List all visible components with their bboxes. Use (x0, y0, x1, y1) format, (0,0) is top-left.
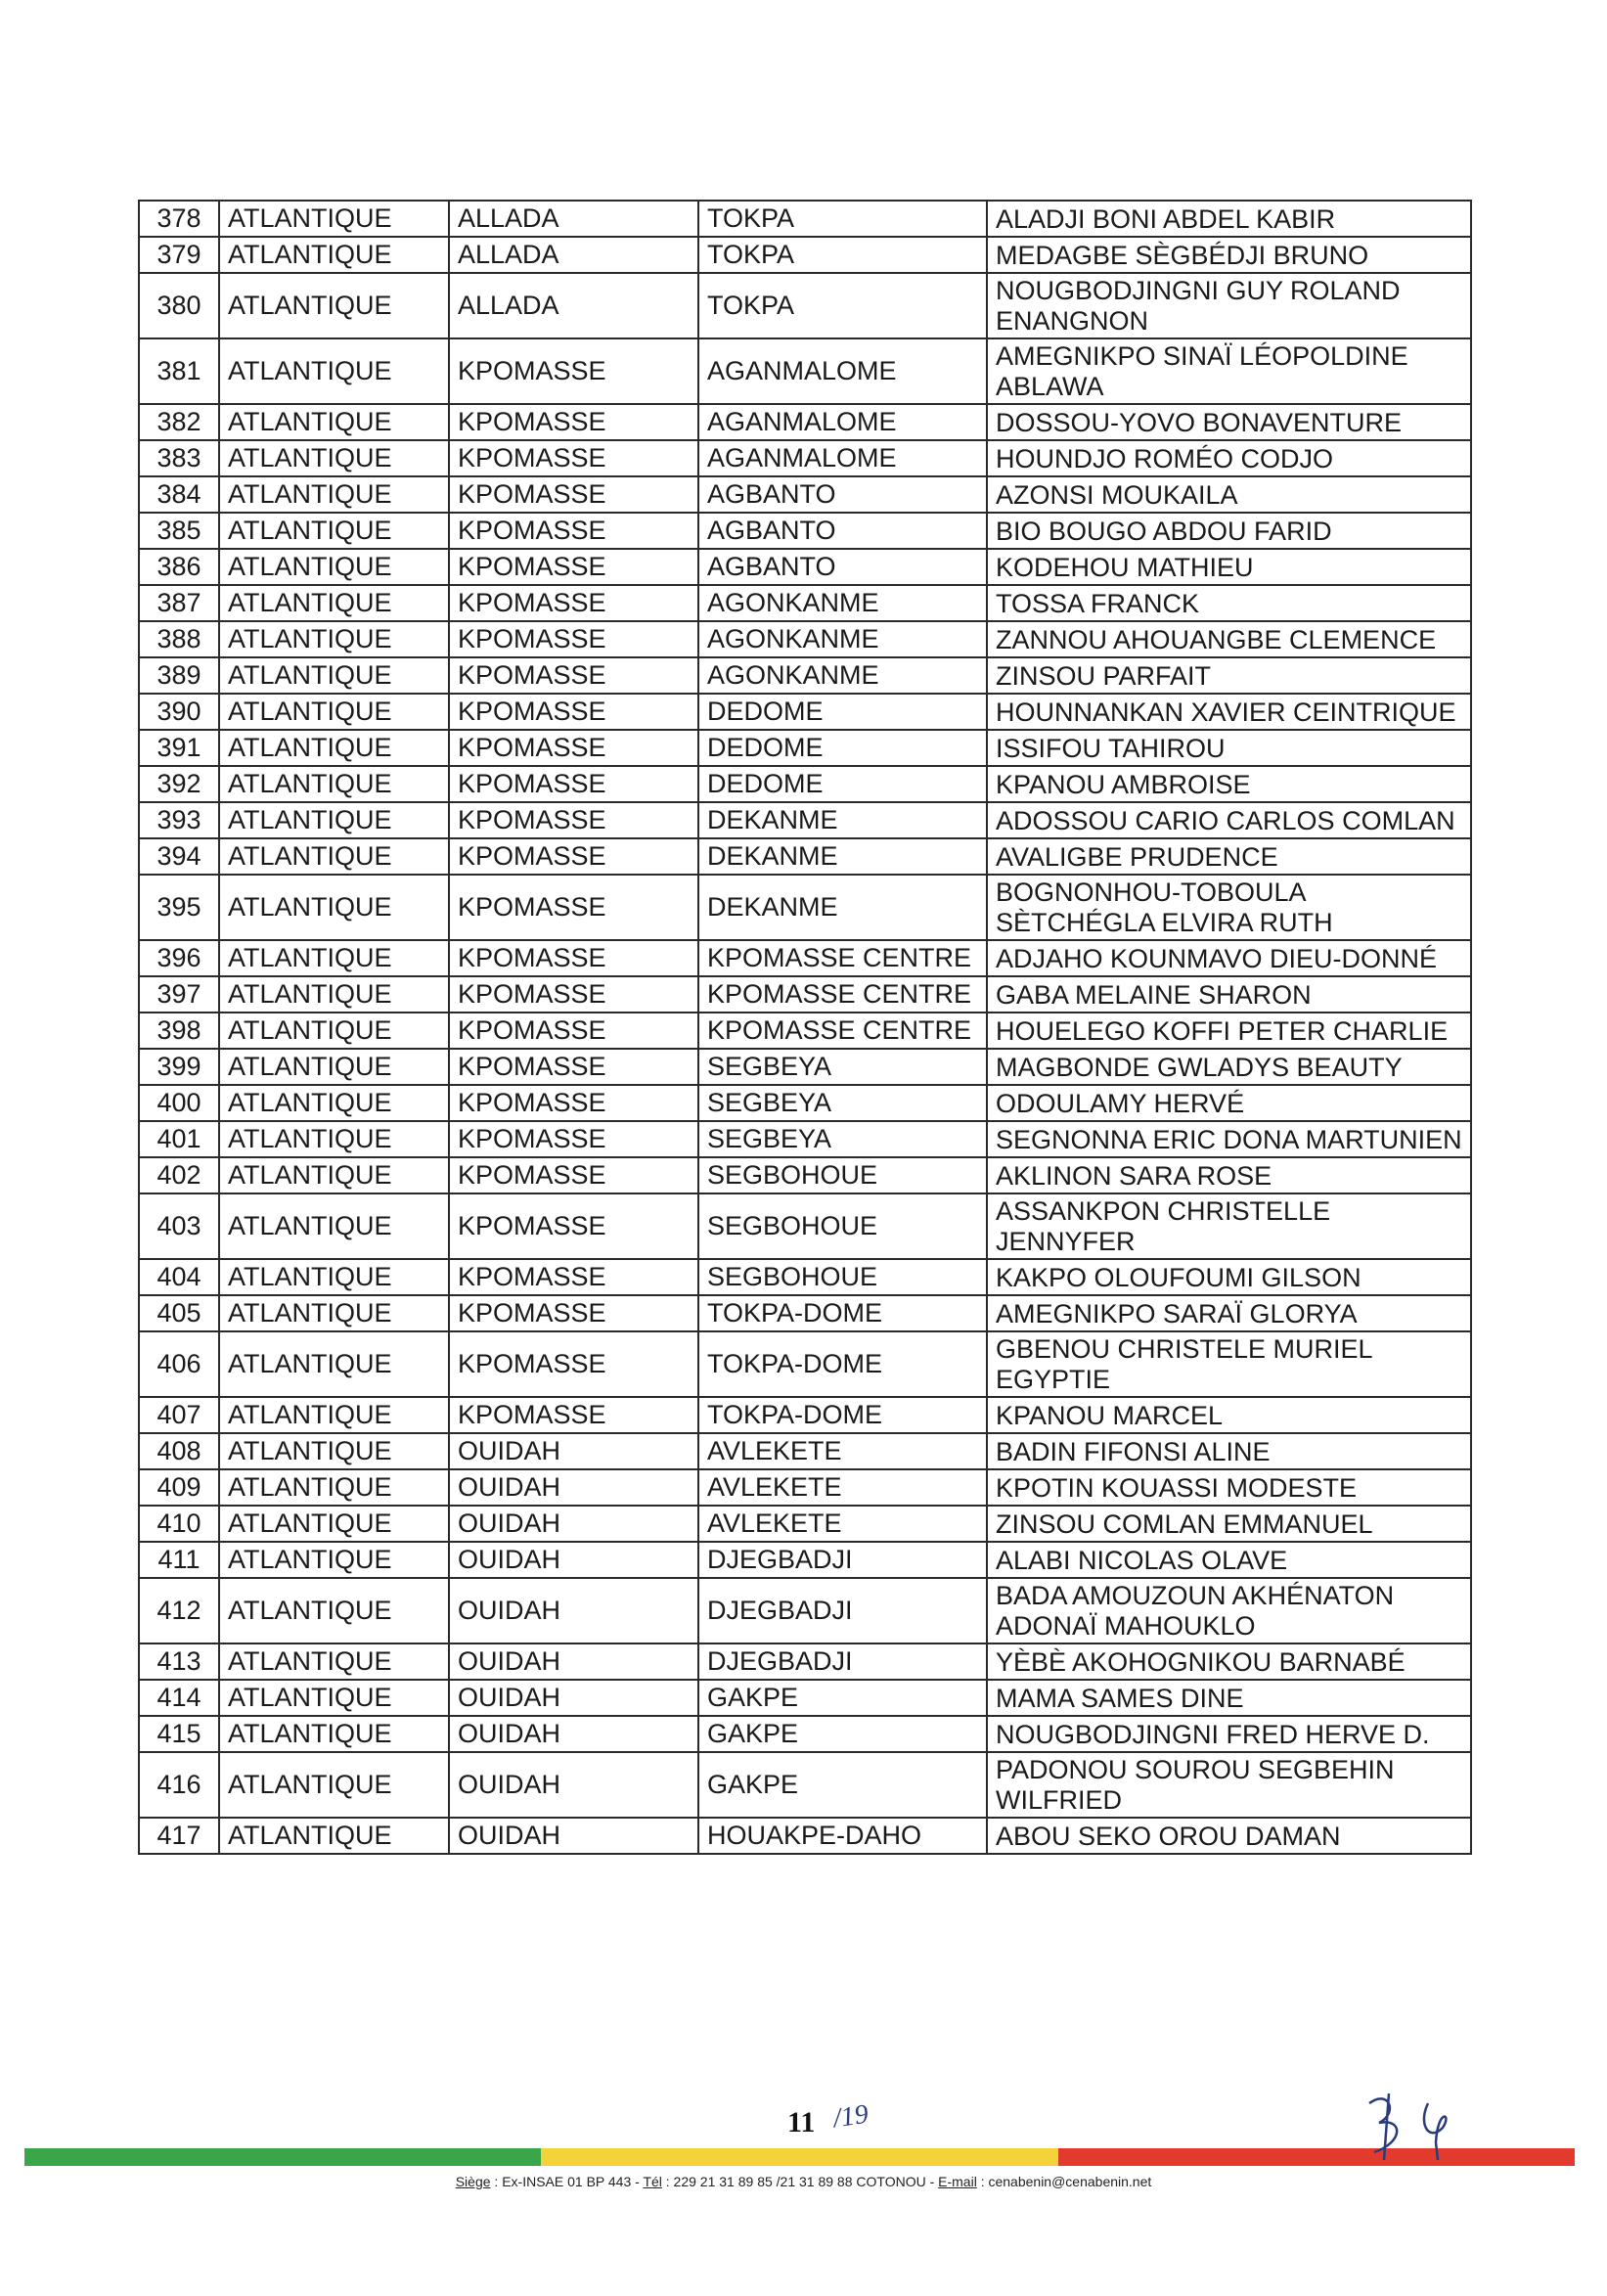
department-cell: ATLANTIQUE (219, 237, 449, 273)
table-row (139, 976, 1471, 1013)
candidate-name-cell: YÈBÈ AKOHOGNIKOU BARNABÉ (987, 1643, 1471, 1680)
candidate-name-cell: KAKPO OLOUFOUMI GILSON (987, 1259, 1471, 1295)
commune-cell: KPOMASSE (449, 1193, 698, 1259)
commune-cell: OUIDAH (449, 1716, 698, 1752)
candidate-name-cell: KPOTIN KOUASSI MODESTE (987, 1469, 1471, 1506)
row-number-cell: 396 (139, 940, 219, 976)
arrondissement-cell: SEGBEYA (698, 1049, 987, 1085)
table-row (139, 1818, 1471, 1854)
table-row (139, 273, 1471, 338)
tel-label: Tél (643, 2174, 662, 2189)
department-cell: ATLANTIQUE (219, 1259, 449, 1295)
table-row (139, 1716, 1471, 1752)
arrondissement-cell: TOKPA (698, 201, 987, 237)
row-number-cell: 393 (139, 802, 219, 838)
department-cell: ATLANTIQUE (219, 802, 449, 838)
department-cell: ATLANTIQUE (219, 1013, 449, 1049)
row-number-cell: 413 (139, 1643, 219, 1680)
arrondissement-cell: SEGBOHOUE (698, 1193, 987, 1259)
row-number-cell: 411 (139, 1542, 219, 1578)
candidate-name-cell: KPANOU AMBROISE (987, 766, 1471, 802)
commune-cell: KPOMASSE (449, 1331, 698, 1397)
department-cell: ATLANTIQUE (219, 694, 449, 730)
row-number-cell: 390 (139, 694, 219, 730)
row-number-cell: 400 (139, 1085, 219, 1121)
department-cell: ATLANTIQUE (219, 338, 449, 404)
department-cell: ATLANTIQUE (219, 1397, 449, 1433)
row-number-cell: 401 (139, 1121, 219, 1157)
arrondissement-cell: AVLEKETE (698, 1469, 987, 1506)
table-row (139, 1331, 1471, 1397)
table-row (139, 1469, 1471, 1506)
department-cell: ATLANTIQUE (219, 1433, 449, 1469)
candidate-name-cell: NOUGBODJINGNI FRED HERVE D. (987, 1716, 1471, 1752)
candidate-name-cell: AVALIGBE PRUDENCE (987, 838, 1471, 875)
arrondissement-cell: SEGBEYA (698, 1085, 987, 1121)
candidate-name-cell: ADOSSOU CARIO CARLOS COMLAN (987, 802, 1471, 838)
candidate-name-cell: MAMA SAMES DINE (987, 1680, 1471, 1716)
candidate-name-cell: AZONSI MOUKAILA (987, 476, 1471, 513)
table-row (139, 1433, 1471, 1469)
commune-cell: OUIDAH (449, 1818, 698, 1854)
arrondissement-cell: TOKPA (698, 237, 987, 273)
commune-cell: OUIDAH (449, 1433, 698, 1469)
siege-label: Siège (455, 2174, 491, 2189)
row-number-cell: 391 (139, 730, 219, 766)
candidate-name-cell: ALABI NICOLAS OLAVE (987, 1542, 1471, 1578)
table-row (139, 730, 1471, 766)
department-cell: ATLANTIQUE (219, 1331, 449, 1397)
row-number-cell: 379 (139, 237, 219, 273)
department-cell: ATLANTIQUE (219, 201, 449, 237)
arrondissement-cell: SEGBOHOUE (698, 1259, 987, 1295)
commune-cell: OUIDAH (449, 1643, 698, 1680)
arrondissement-cell: AGONKANME (698, 657, 987, 694)
department-cell: ATLANTIQUE (219, 838, 449, 875)
row-number-cell: 409 (139, 1469, 219, 1506)
arrondissement-cell: DEDOME (698, 730, 987, 766)
row-number-cell: 415 (139, 1716, 219, 1752)
commune-cell: KPOMASSE (449, 1397, 698, 1433)
row-number-cell: 414 (139, 1680, 219, 1716)
candidate-name-cell: GBENOU CHRISTELE MURIEL EGYPTIE (987, 1331, 1471, 1397)
candidate-name-cell: TOSSA FRANCK (987, 585, 1471, 621)
commune-cell: KPOMASSE (449, 940, 698, 976)
arrondissement-cell: AVLEKETE (698, 1433, 987, 1469)
department-cell: ATLANTIQUE (219, 1193, 449, 1259)
table-row (139, 1397, 1471, 1433)
candidate-name-cell: ZANNOU AHOUANGBE CLEMENCE (987, 621, 1471, 657)
row-number-cell: 385 (139, 513, 219, 549)
commune-cell: KPOMASSE (449, 730, 698, 766)
table-row (139, 201, 1471, 237)
address-text: : Ex-INSAE 01 BP 443 - (490, 2174, 644, 2189)
commune-cell: KPOMASSE (449, 838, 698, 875)
candidate-name-cell: BIO BOUGO ABDOU FARID (987, 513, 1471, 549)
table-row (139, 1085, 1471, 1121)
candidate-name-cell: GABA MELAINE SHARON (987, 976, 1471, 1013)
footer-address (0, 2174, 1607, 2189)
department-cell: ATLANTIQUE (219, 1752, 449, 1818)
table-row (139, 1295, 1471, 1331)
row-number-cell: 402 (139, 1157, 219, 1193)
candidate-name-cell: ADJAHO KOUNMAVO DIEU-DONNÉ (987, 940, 1471, 976)
arrondissement-cell: DEKANME (698, 875, 987, 940)
email-label: E-mail (938, 2174, 977, 2189)
page-number: 11 (787, 2106, 816, 2138)
arrondissement-cell: TOKPA-DOME (698, 1397, 987, 1433)
arrondissement-cell: AGANMALOME (698, 338, 987, 404)
commune-cell: KPOMASSE (449, 1295, 698, 1331)
department-cell: ATLANTIQUE (219, 1643, 449, 1680)
department-cell: ATLANTIQUE (219, 976, 449, 1013)
table-row (139, 1578, 1471, 1643)
arrondissement-cell: KPOMASSE CENTRE (698, 1013, 987, 1049)
commune-cell: OUIDAH (449, 1680, 698, 1716)
department-cell: ATLANTIQUE (219, 1085, 449, 1121)
department-cell: ATLANTIQUE (219, 1469, 449, 1506)
table-row (139, 513, 1471, 549)
candidate-name-cell: ZINSOU PARFAIT (987, 657, 1471, 694)
department-cell: ATLANTIQUE (219, 404, 449, 440)
candidate-name-cell: SEGNONNA ERIC DONA MARTUNIEN (987, 1121, 1471, 1157)
commune-cell: OUIDAH (449, 1542, 698, 1578)
department-cell: ATLANTIQUE (219, 766, 449, 802)
arrondissement-cell: DEDOME (698, 766, 987, 802)
row-number-cell: 404 (139, 1259, 219, 1295)
flag-green-segment (24, 2148, 541, 2166)
commune-cell: KPOMASSE (449, 338, 698, 404)
row-number-cell: 405 (139, 1295, 219, 1331)
arrondissement-cell: SEGBEYA (698, 1121, 987, 1157)
arrondissement-cell: GAKPE (698, 1752, 987, 1818)
flag-color-bar (24, 2148, 1575, 2166)
arrondissement-cell: TOKPA-DOME (698, 1295, 987, 1331)
row-number-cell: 380 (139, 273, 219, 338)
table-row (139, 1542, 1471, 1578)
table-row (139, 1049, 1471, 1085)
candidate-name-cell: KODEHOU MATHIEU (987, 549, 1471, 585)
row-number-cell: 389 (139, 657, 219, 694)
department-cell: ATLANTIQUE (219, 476, 449, 513)
tel-text: : 229 21 31 89 85 /21 31 89 88 COTONOU - (661, 2174, 939, 2189)
candidate-name-cell: ABOU SEKO OROU DAMAN (987, 1818, 1471, 1854)
department-cell: ATLANTIQUE (219, 1578, 449, 1643)
department-cell: ATLANTIQUE (219, 621, 449, 657)
row-number-cell: 382 (139, 404, 219, 440)
department-cell: ATLANTIQUE (219, 513, 449, 549)
row-number-cell: 417 (139, 1818, 219, 1854)
candidate-name-cell: MAGBONDE GWLADYS BEAUTY (987, 1049, 1471, 1085)
commune-cell: KPOMASSE (449, 585, 698, 621)
candidate-name-cell: MEDAGBE SÈGBÉDJI BRUNO (987, 237, 1471, 273)
candidate-name-cell: BOGNONHOU-TOBOULA SÈTCHÉGLA ELVIRA RUTH (987, 875, 1471, 940)
commune-cell: ALLADA (449, 201, 698, 237)
department-cell: ATLANTIQUE (219, 1121, 449, 1157)
candidate-name-cell: ALADJI BONI ABDEL KABIR (987, 201, 1471, 237)
table-row (139, 1121, 1471, 1157)
commune-cell: OUIDAH (449, 1506, 698, 1542)
candidate-name-cell: ISSIFOU TAHIROU (987, 730, 1471, 766)
row-number-cell: 398 (139, 1013, 219, 1049)
table-row (139, 1013, 1471, 1049)
arrondissement-cell: SEGBOHOUE (698, 1157, 987, 1193)
commune-cell: KPOMASSE (449, 766, 698, 802)
commune-cell: KPOMASSE (449, 549, 698, 585)
table-row (139, 1506, 1471, 1542)
department-cell: ATLANTIQUE (219, 1542, 449, 1578)
arrondissement-cell: AGONKANME (698, 621, 987, 657)
commune-cell: KPOMASSE (449, 621, 698, 657)
row-number-cell: 399 (139, 1049, 219, 1085)
commune-cell: KPOMASSE (449, 1259, 698, 1295)
commune-cell: KPOMASSE (449, 802, 698, 838)
table-row (139, 802, 1471, 838)
candidates-table (138, 200, 1472, 1855)
commune-cell: ALLADA (449, 273, 698, 338)
row-number-cell: 403 (139, 1193, 219, 1259)
row-number-cell: 381 (139, 338, 219, 404)
arrondissement-cell: AGBANTO (698, 513, 987, 549)
candidate-name-cell: ZINSOU COMLAN EMMANUEL (987, 1506, 1471, 1542)
commune-cell: KPOMASSE (449, 694, 698, 730)
table-row (139, 1259, 1471, 1295)
flag-yellow-segment (541, 2148, 1057, 2166)
arrondissement-cell: DEKANME (698, 838, 987, 875)
table-row (139, 549, 1471, 585)
candidate-name-cell: AKLINON SARA ROSE (987, 1157, 1471, 1193)
table-row (139, 838, 1471, 875)
row-number-cell: 378 (139, 201, 219, 237)
arrondissement-cell: GAKPE (698, 1716, 987, 1752)
table-row (139, 338, 1471, 404)
candidate-name-cell: ODOULAMY HERVÉ (987, 1085, 1471, 1121)
table-row (139, 766, 1471, 802)
table-row (139, 1680, 1471, 1716)
table-row (139, 1193, 1471, 1259)
commune-cell: ALLADA (449, 237, 698, 273)
candidate-name-cell: BADA AMOUZOUN AKHÉNATON ADONAÏ MAHOUKLO (987, 1578, 1471, 1643)
table-row (139, 621, 1471, 657)
arrondissement-cell: KPOMASSE CENTRE (698, 940, 987, 976)
commune-cell: KPOMASSE (449, 513, 698, 549)
arrondissement-cell: AGBANTO (698, 476, 987, 513)
department-cell: ATLANTIQUE (219, 1049, 449, 1085)
department-cell: ATLANTIQUE (219, 1818, 449, 1854)
arrondissement-cell: DJEGBADJI (698, 1643, 987, 1680)
candidate-name-cell: ASSANKPON CHRISTELLE JENNYFER (987, 1193, 1471, 1259)
table-row (139, 875, 1471, 940)
row-number-cell: 392 (139, 766, 219, 802)
department-cell: ATLANTIQUE (219, 1506, 449, 1542)
arrondissement-cell: DJEGBADJI (698, 1578, 987, 1643)
candidate-name-cell: AMEGNIKPO SARAÏ GLORYA (987, 1295, 1471, 1331)
arrondissement-cell: DEDOME (698, 694, 987, 730)
department-cell: ATLANTIQUE (219, 657, 449, 694)
table-row (139, 657, 1471, 694)
table-row (139, 440, 1471, 476)
department-cell: ATLANTIQUE (219, 549, 449, 585)
row-number-cell: 397 (139, 976, 219, 1013)
department-cell: ATLANTIQUE (219, 1157, 449, 1193)
email-text: : cenabenin@cenabenin.net (976, 2174, 1152, 2189)
table-row (139, 940, 1471, 976)
row-number-cell: 408 (139, 1433, 219, 1469)
row-number-cell: 386 (139, 549, 219, 585)
row-number-cell: 384 (139, 476, 219, 513)
row-number-cell: 394 (139, 838, 219, 875)
commune-cell: OUIDAH (449, 1469, 698, 1506)
arrondissement-cell: TOKPA (698, 273, 987, 338)
arrondissement-cell: HOUAKPE-DAHO (698, 1818, 987, 1854)
row-number-cell: 388 (139, 621, 219, 657)
candidate-name-cell: AMEGNIKPO SINAÏ LÉOPOLDINE ABLAWA (987, 338, 1471, 404)
arrondissement-cell: AGBANTO (698, 549, 987, 585)
arrondissement-cell: TOKPA-DOME (698, 1331, 987, 1397)
candidate-name-cell: HOUNDJO ROMÉO CODJO (987, 440, 1471, 476)
department-cell: ATLANTIQUE (219, 1716, 449, 1752)
candidate-name-cell: HOUNNANKAN XAVIER CEINTRIQUE (987, 694, 1471, 730)
candidate-name-cell: BADIN FIFONSI ALINE (987, 1433, 1471, 1469)
table-row (139, 1643, 1471, 1680)
table-row (139, 1752, 1471, 1818)
commune-cell: KPOMASSE (449, 1157, 698, 1193)
commune-cell: KPOMASSE (449, 976, 698, 1013)
page-total-handwritten: /19 (830, 2098, 870, 2135)
commune-cell: KPOMASSE (449, 1049, 698, 1085)
arrondissement-cell: AGONKANME (698, 585, 987, 621)
signature-initials (1360, 2084, 1467, 2162)
row-number-cell: 383 (139, 440, 219, 476)
arrondissement-cell: DEKANME (698, 802, 987, 838)
commune-cell: KPOMASSE (449, 476, 698, 513)
row-number-cell: 395 (139, 875, 219, 940)
arrondissement-cell: AVLEKETE (698, 1506, 987, 1542)
commune-cell: KPOMASSE (449, 404, 698, 440)
department-cell: ATLANTIQUE (219, 1295, 449, 1331)
department-cell: ATLANTIQUE (219, 1680, 449, 1716)
table-body (139, 201, 1471, 1854)
arrondissement-cell: AGANMALOME (698, 404, 987, 440)
row-number-cell: 406 (139, 1331, 219, 1397)
candidate-name-cell: NOUGBODJINGNI GUY ROLAND ENANGNON (987, 273, 1471, 338)
flag-red-segment (1058, 2148, 1575, 2166)
arrondissement-cell: KPOMASSE CENTRE (698, 976, 987, 1013)
commune-cell: OUIDAH (449, 1752, 698, 1818)
commune-cell: OUIDAH (449, 1578, 698, 1643)
candidate-name-cell: KPANOU MARCEL (987, 1397, 1471, 1433)
commune-cell: KPOMASSE (449, 1121, 698, 1157)
arrondissement-cell: DJEGBADJI (698, 1542, 987, 1578)
table-row (139, 694, 1471, 730)
arrondissement-cell: AGANMALOME (698, 440, 987, 476)
row-number-cell: 410 (139, 1506, 219, 1542)
table-row (139, 1157, 1471, 1193)
commune-cell: KPOMASSE (449, 875, 698, 940)
candidate-name-cell: HOUELEGO KOFFI PETER CHARLIE (987, 1013, 1471, 1049)
table-row (139, 476, 1471, 513)
arrondissement-cell: GAKPE (698, 1680, 987, 1716)
row-number-cell: 407 (139, 1397, 219, 1433)
department-cell: ATLANTIQUE (219, 875, 449, 940)
department-cell: ATLANTIQUE (219, 730, 449, 766)
department-cell: ATLANTIQUE (219, 940, 449, 976)
row-number-cell: 416 (139, 1752, 219, 1818)
commune-cell: KPOMASSE (449, 657, 698, 694)
table-row (139, 404, 1471, 440)
department-cell: ATLANTIQUE (219, 440, 449, 476)
candidate-name-cell: PADONOU SOUROU SEGBEHIN WILFRIED (987, 1752, 1471, 1818)
commune-cell: KPOMASSE (449, 440, 698, 476)
row-number-cell: 387 (139, 585, 219, 621)
table-row (139, 237, 1471, 273)
candidate-name-cell: DOSSOU-YOVO BONAVENTURE (987, 404, 1471, 440)
department-cell: ATLANTIQUE (219, 585, 449, 621)
table-row (139, 585, 1471, 621)
commune-cell: KPOMASSE (449, 1013, 698, 1049)
row-number-cell: 412 (139, 1578, 219, 1643)
commune-cell: KPOMASSE (449, 1085, 698, 1121)
department-cell: ATLANTIQUE (219, 273, 449, 338)
